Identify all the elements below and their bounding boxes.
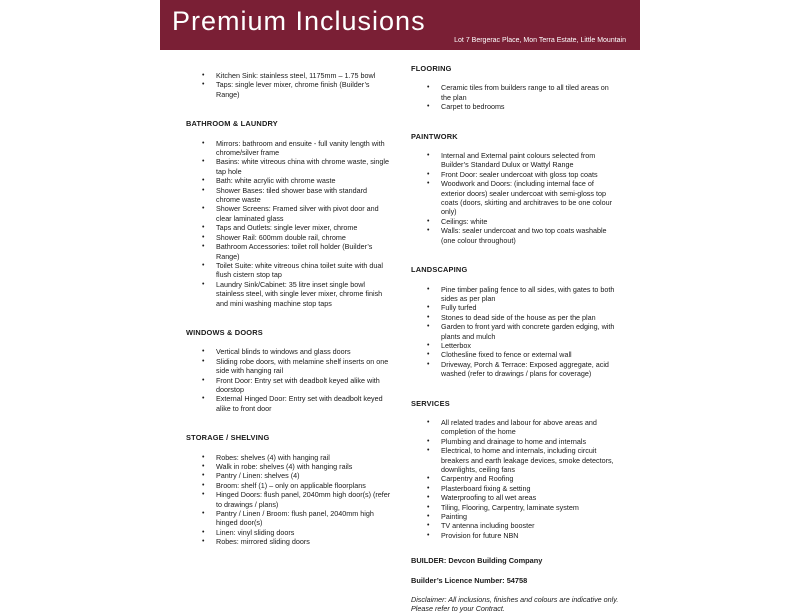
list-item: • Clothesline fixed to fence or external wall [411,350,621,359]
section-heading-bathroom: BATHROOM & LAUNDRY [186,119,278,129]
list-item: • Waterproofing to all wet areas [411,493,621,502]
list-item: • Kitchen Sink: stainless steel, 1175mm – 1.75 bowl [186,71,396,80]
list-item: • Pantry / Linen: shelves (4) [186,471,396,480]
section-heading-storage: STORAGE / SHELVING [186,433,270,443]
list-item: • Shower Bases: tiled shower base with standard chrome waste [186,186,396,205]
list-item: • Woodwork and Doors: (including internal face of exterior doors) sealer undercoat with semi-gloss top coats (doors, skirting and architraves to be one colour only) [411,179,621,217]
builder-name: BUILDER: Devcon Building Company [411,556,543,566]
list-item: • Front Door: sealer undercoat with gloss top coats [411,170,621,179]
list-item: • Ceramic tiles from builders range to all tiled areas on the plan [411,83,621,102]
list-item: • Walk in robe: shelves (4) with hanging rails [186,462,396,471]
header-banner [160,0,640,50]
list-item: • Stones to dead side of the house as per the plan [411,313,621,322]
list-item: • Internal and External paint colours selected from Builder’s Standard Dulux or Wattyl Range [411,151,621,170]
list-item: • External Hinged Door: Entry set with deadbolt keyed alike to front door [186,394,396,413]
list-item: • Bath: white acrylic with chrome waste [186,176,396,185]
section-heading-flooring: FLOORING [411,64,452,73]
left-column [186,68,396,547]
list-item: • Broom: shelf (1) – only on applicable floorplans [186,481,396,490]
services-list [411,418,621,540]
list-item: • Garden to front yard with concrete garden edging, with plants and mulch [411,322,621,341]
paintwork-list [411,151,621,245]
list-item: • Vertical blinds to windows and glass doors [186,347,396,356]
list-item: • Plumbing and drainage to home and internals [411,437,621,446]
windows-list [186,347,396,413]
list-item: • Robes: shelves (4) with hanging rail [186,453,396,462]
list-item: • TV antenna including booster [411,521,621,530]
flooring-list [411,83,621,111]
list-item: • Letterbox [411,341,621,350]
kitchen-list [186,71,396,99]
list-item: • Painting [411,512,621,521]
list-item: • Pantry / Linen / Broom: flush panel, 2040mm high hinged door(s) [186,509,396,528]
property-address: Lot 7 Bergerac Place, Mon Terra Estate, Little Mountain [454,37,626,44]
list-item: • Linen: vinyl sliding doors [186,528,396,537]
list-item: • Walls: sealer undercoat and two top coats washable (one colour throughout) [411,226,621,245]
list-item: • Taps: single lever mixer, chrome finish (Builder’s Range) [186,80,396,99]
list-item: • Sliding robe doors, with melamine shelf inserts on one side with hanging rail [186,357,396,376]
bathroom-list [186,139,396,308]
list-item: • Hinged Doors: flush panel, 2040mm high door(s) (refer to drawings / plans) [186,490,396,509]
list-item: • Shower Screens: Framed silver with pivot door and clear laminated glass [186,204,396,223]
list-item: • Plasterboard fixing & setting [411,484,621,493]
section-heading-paintwork: PAINTWORK [411,131,458,141]
disclaimer: Disclaimer: All inclusions, finishes and colours are indicative only. Please refer to your Contract. [411,595,619,614]
storage-list [186,453,396,547]
list-item: • Ceilings: white [411,217,621,226]
page-title: Premium Inclusions [172,6,426,36]
list-item: • Taps and Outlets: single lever mixer, chrome [186,223,396,232]
list-item: • Driveway, Porch & Terrace: Exposed aggregate, acid washed (refer to drawings / plans for coverage) [411,360,621,379]
section-heading-services: SERVICES [411,398,450,408]
list-item: • Bathroom Accessories: toilet roll holder (Builder’s Range) [186,242,396,261]
list-item: • Electrical, to home and internals, including circuit breakers and earth leakage devices, smoke detectors, downlights, ceiling fans [411,446,621,474]
list-item: • Basins: white vitreous china with chrome waste, single tap hole [186,157,396,176]
section-heading-landscaping: LANDSCAPING [411,265,468,275]
section-heading-windows: WINDOWS & DOORS [186,327,263,337]
list-item: • Laundry Sink/Cabinet: 35 litre inset single bowl stainless steel, with single lever mixer, chrome finish and mini washing machine stop taps [186,280,396,308]
list-item: • Shower Rail: 600mm double rail, chrome [186,233,396,242]
list-item: • Pine timber paling fence to all sides, with gates to both sides as per plan [411,285,621,304]
list-item: • Tiling, Flooring, Carpentry, laminate system [411,503,621,512]
builder-licence: Builder’s Licence Number: 54758 [411,575,528,585]
list-item: • Carpet to bedrooms [411,102,621,111]
list-item: • Front Door: Entry set with deadbolt keyed alike with doorstop [186,376,396,395]
list-item: • Provision for future NBN [411,531,621,540]
landscaping-list [411,285,621,379]
list-item: • Robes: mirrored sliding doors [186,537,396,546]
list-item: • Fully turfed [411,303,621,312]
list-item: • Carpentry and Roofing [411,474,621,483]
list-item: • All related trades and labour for above areas and completion of the home [411,418,621,437]
list-item: • Mirrors: bathroom and ensuite - full vanity length with chrome/silver frame [186,139,396,158]
list-item: • Toilet Suite: white vitreous china toilet suite with dual flush cistern stop tap [186,261,396,280]
right-column [411,64,621,614]
